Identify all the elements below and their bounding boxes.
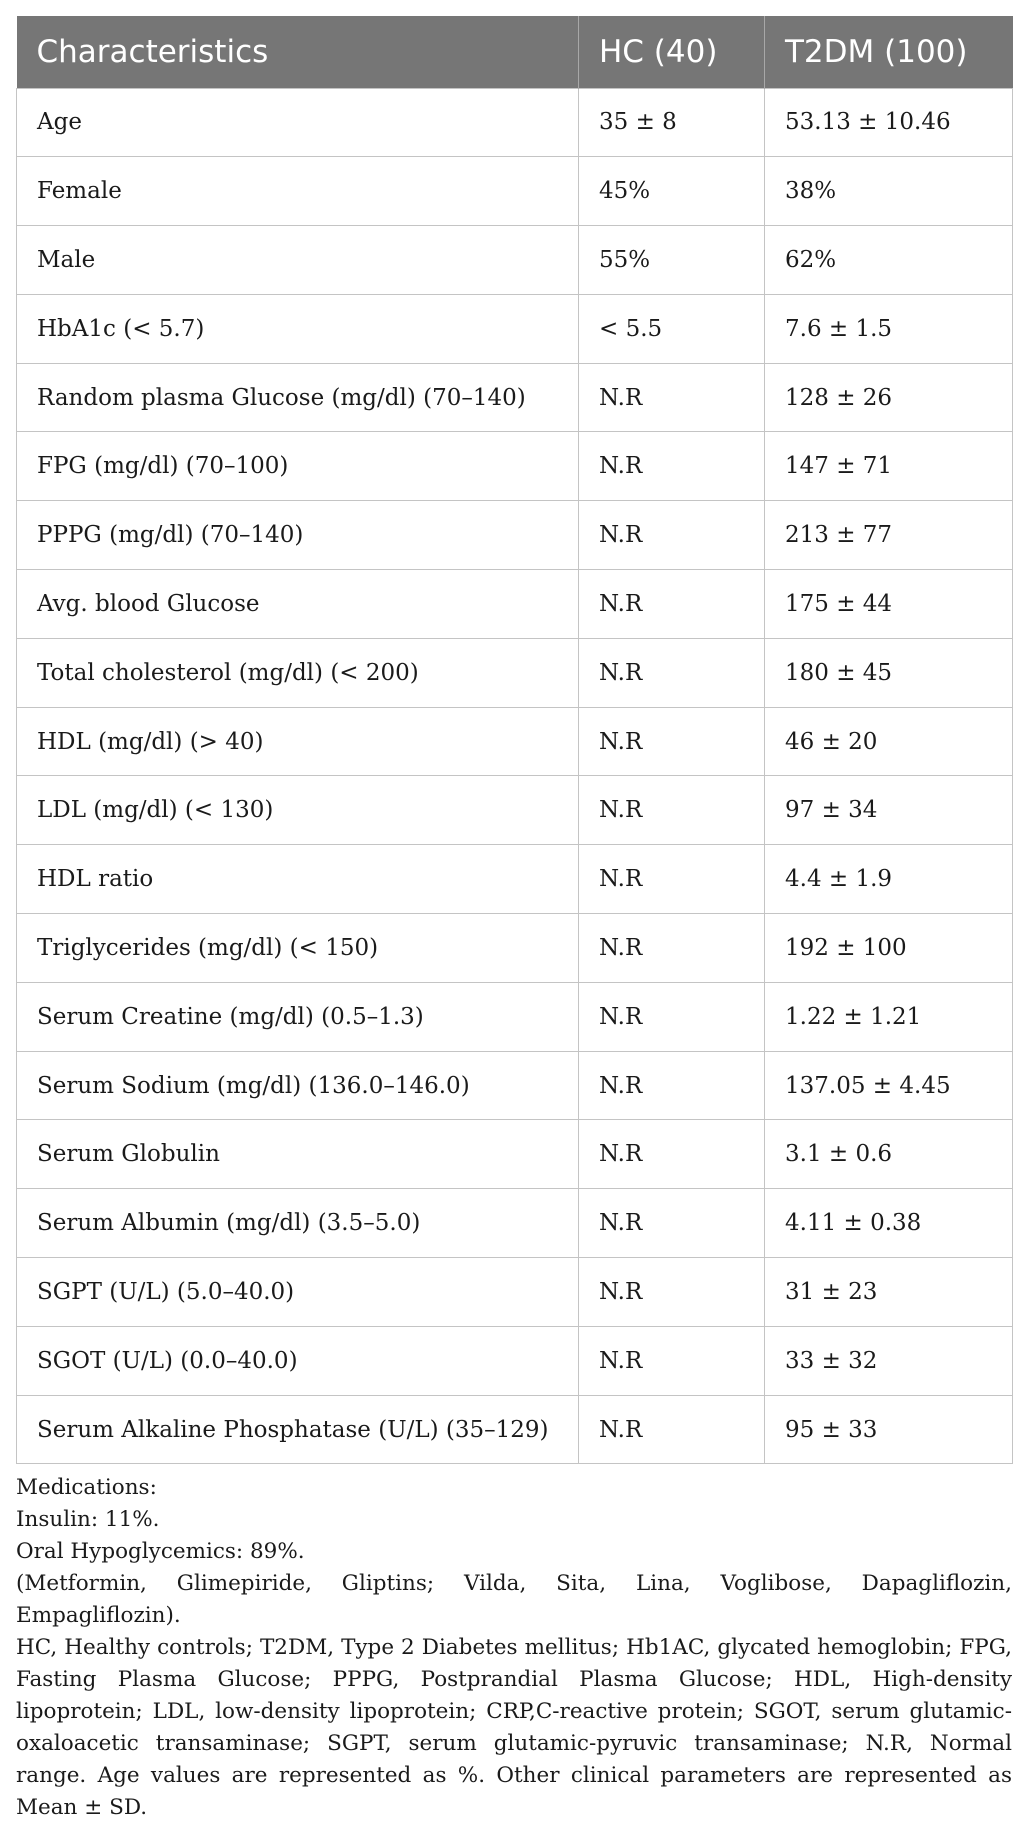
t2dm-value-cell: 97 ± 34 — [765, 776, 1013, 845]
table-row — [17, 1120, 1013, 1189]
characteristics-table — [16, 16, 1013, 1464]
table-header — [17, 16, 1013, 88]
characteristic-cell: PPPG (mg/dl) (70–140) — [17, 501, 579, 570]
t2dm-value-cell: 147 ± 71 — [765, 432, 1013, 501]
characteristic-cell: HDL ratio — [17, 845, 579, 914]
characteristic-cell: Serum Globulin — [17, 1120, 579, 1189]
table-row — [17, 226, 1013, 295]
table-row — [17, 1326, 1013, 1395]
abbreviations-note: HC, Healthy controls; T2DM, Type 2 Diabetes mellitus; Hb1AC, glycated hemoglobin; FPG, Fasting Plasma Glucose; PPPG, Postprandial Plasma Glucose; HDL, High-density lipoprotein; LDL, low-density lipoprotein; CRP,C-reactive protein; SGOT, serum glutamic-oxaloacetic transaminase; SGPT, serum glutamic-pyruvic transaminase; N.R, Normal range. Age values are represented as %. Other clinical parameters are represented as Mean ± SD. — [16, 1635, 1012, 1821]
table-row — [17, 1189, 1013, 1258]
table-row — [17, 914, 1013, 983]
hc-value-cell: N.R — [579, 982, 765, 1051]
characteristic-cell: Serum Creatine (mg/dl) (0.5–1.3) — [17, 982, 579, 1051]
characteristic-cell: HbA1c (< 5.7) — [17, 294, 579, 363]
characteristic-cell: Female — [17, 157, 579, 226]
hc-value-cell: N.R — [579, 1189, 765, 1258]
medications-heading: Medications: — [16, 1475, 157, 1501]
characteristic-cell: Serum Albumin (mg/dl) (3.5–5.0) — [17, 1189, 579, 1258]
hc-value-cell: 35 ± 8 — [579, 88, 765, 157]
hc-value-cell: N.R — [579, 363, 765, 432]
table-row — [17, 638, 1013, 707]
oral-hypoglycemics-note: Oral Hypoglycemics: 89%. — [16, 1539, 305, 1565]
table-row — [17, 982, 1013, 1051]
hc-value-cell: N.R — [579, 845, 765, 914]
table-row — [17, 707, 1013, 776]
table-row — [17, 1051, 1013, 1120]
characteristic-cell: SGPT (U/L) (5.0–40.0) — [17, 1258, 579, 1327]
characteristic-cell: FPG (mg/dl) (70–100) — [17, 432, 579, 501]
t2dm-value-cell: 46 ± 20 — [765, 707, 1013, 776]
t2dm-value-cell: 213 ± 77 — [765, 501, 1013, 570]
t2dm-value-cell: 38% — [765, 157, 1013, 226]
hc-value-cell: N.R — [579, 570, 765, 639]
hc-value-cell: 55% — [579, 226, 765, 295]
t2dm-value-cell: 128 ± 26 — [765, 363, 1013, 432]
table-row — [17, 845, 1013, 914]
characteristic-cell: HDL (mg/dl) (> 40) — [17, 707, 579, 776]
characteristic-cell: Serum Alkaline Phosphatase (U/L) (35–129) — [17, 1395, 579, 1464]
table-row — [17, 1395, 1013, 1464]
header-hc: HC (40) — [579, 16, 765, 88]
t2dm-value-cell: 33 ± 32 — [765, 1326, 1013, 1395]
t2dm-value-cell: 1.22 ± 1.21 — [765, 982, 1013, 1051]
t2dm-value-cell: 7.6 ± 1.5 — [765, 294, 1013, 363]
characteristic-cell: Triglycerides (mg/dl) (< 150) — [17, 914, 579, 983]
table-row — [17, 157, 1013, 226]
header-characteristics: Characteristics — [17, 16, 579, 88]
hc-value-cell: N.R — [579, 432, 765, 501]
document-page — [16, 16, 1012, 1824]
table-row — [17, 294, 1013, 363]
table-footnotes — [16, 1472, 1012, 1824]
hc-value-cell: N.R — [579, 501, 765, 570]
characteristic-cell: Serum Sodium (mg/dl) (136.0–146.0) — [17, 1051, 579, 1120]
table-row — [17, 776, 1013, 845]
characteristic-cell: Age — [17, 88, 579, 157]
drug-list-note: (Metformin, Glimepiride, Gliptins; Vilda, Sita, Lina, Voglibose, Dapagliflozin, Empagliflozin). — [16, 1571, 1012, 1629]
hc-value-cell: N.R — [579, 776, 765, 845]
characteristic-cell: LDL (mg/dl) (< 130) — [17, 776, 579, 845]
t2dm-value-cell: 4.4 ± 1.9 — [765, 845, 1013, 914]
characteristic-cell: Male — [17, 226, 579, 295]
t2dm-value-cell: 3.1 ± 0.6 — [765, 1120, 1013, 1189]
hc-value-cell: 45% — [579, 157, 765, 226]
t2dm-value-cell: 53.13 ± 10.46 — [765, 88, 1013, 157]
hc-value-cell: N.R — [579, 707, 765, 776]
insulin-note: Insulin: 11%. — [16, 1507, 160, 1533]
hc-value-cell: N.R — [579, 1395, 765, 1464]
hc-value-cell: N.R — [579, 914, 765, 983]
t2dm-value-cell: 4.11 ± 0.38 — [765, 1189, 1013, 1258]
table-row — [17, 88, 1013, 157]
t2dm-value-cell: 175 ± 44 — [765, 570, 1013, 639]
hc-value-cell: N.R — [579, 1326, 765, 1395]
t2dm-value-cell: 192 ± 100 — [765, 914, 1013, 983]
t2dm-value-cell: 95 ± 33 — [765, 1395, 1013, 1464]
characteristic-cell: Total cholesterol (mg/dl) (< 200) — [17, 638, 579, 707]
t2dm-value-cell: 31 ± 23 — [765, 1258, 1013, 1327]
header-t2dm: T2DM (100) — [765, 16, 1013, 88]
table-row — [17, 570, 1013, 639]
table-row — [17, 363, 1013, 432]
table-row — [17, 432, 1013, 501]
hc-value-cell: < 5.5 — [579, 294, 765, 363]
hc-value-cell: N.R — [579, 1051, 765, 1120]
table-row — [17, 1258, 1013, 1327]
hc-value-cell: N.R — [579, 1120, 765, 1189]
t2dm-value-cell: 137.05 ± 4.45 — [765, 1051, 1013, 1120]
hc-value-cell: N.R — [579, 1258, 765, 1327]
header-row — [17, 16, 1013, 88]
t2dm-value-cell: 62% — [765, 226, 1013, 295]
table-row — [17, 501, 1013, 570]
table-body — [17, 88, 1013, 1464]
characteristic-cell: Avg. blood Glucose — [17, 570, 579, 639]
characteristic-cell: SGOT (U/L) (0.0–40.0) — [17, 1326, 579, 1395]
t2dm-value-cell: 180 ± 45 — [765, 638, 1013, 707]
characteristic-cell: Random plasma Glucose (mg/dl) (70–140) — [17, 363, 579, 432]
hc-value-cell: N.R — [579, 638, 765, 707]
